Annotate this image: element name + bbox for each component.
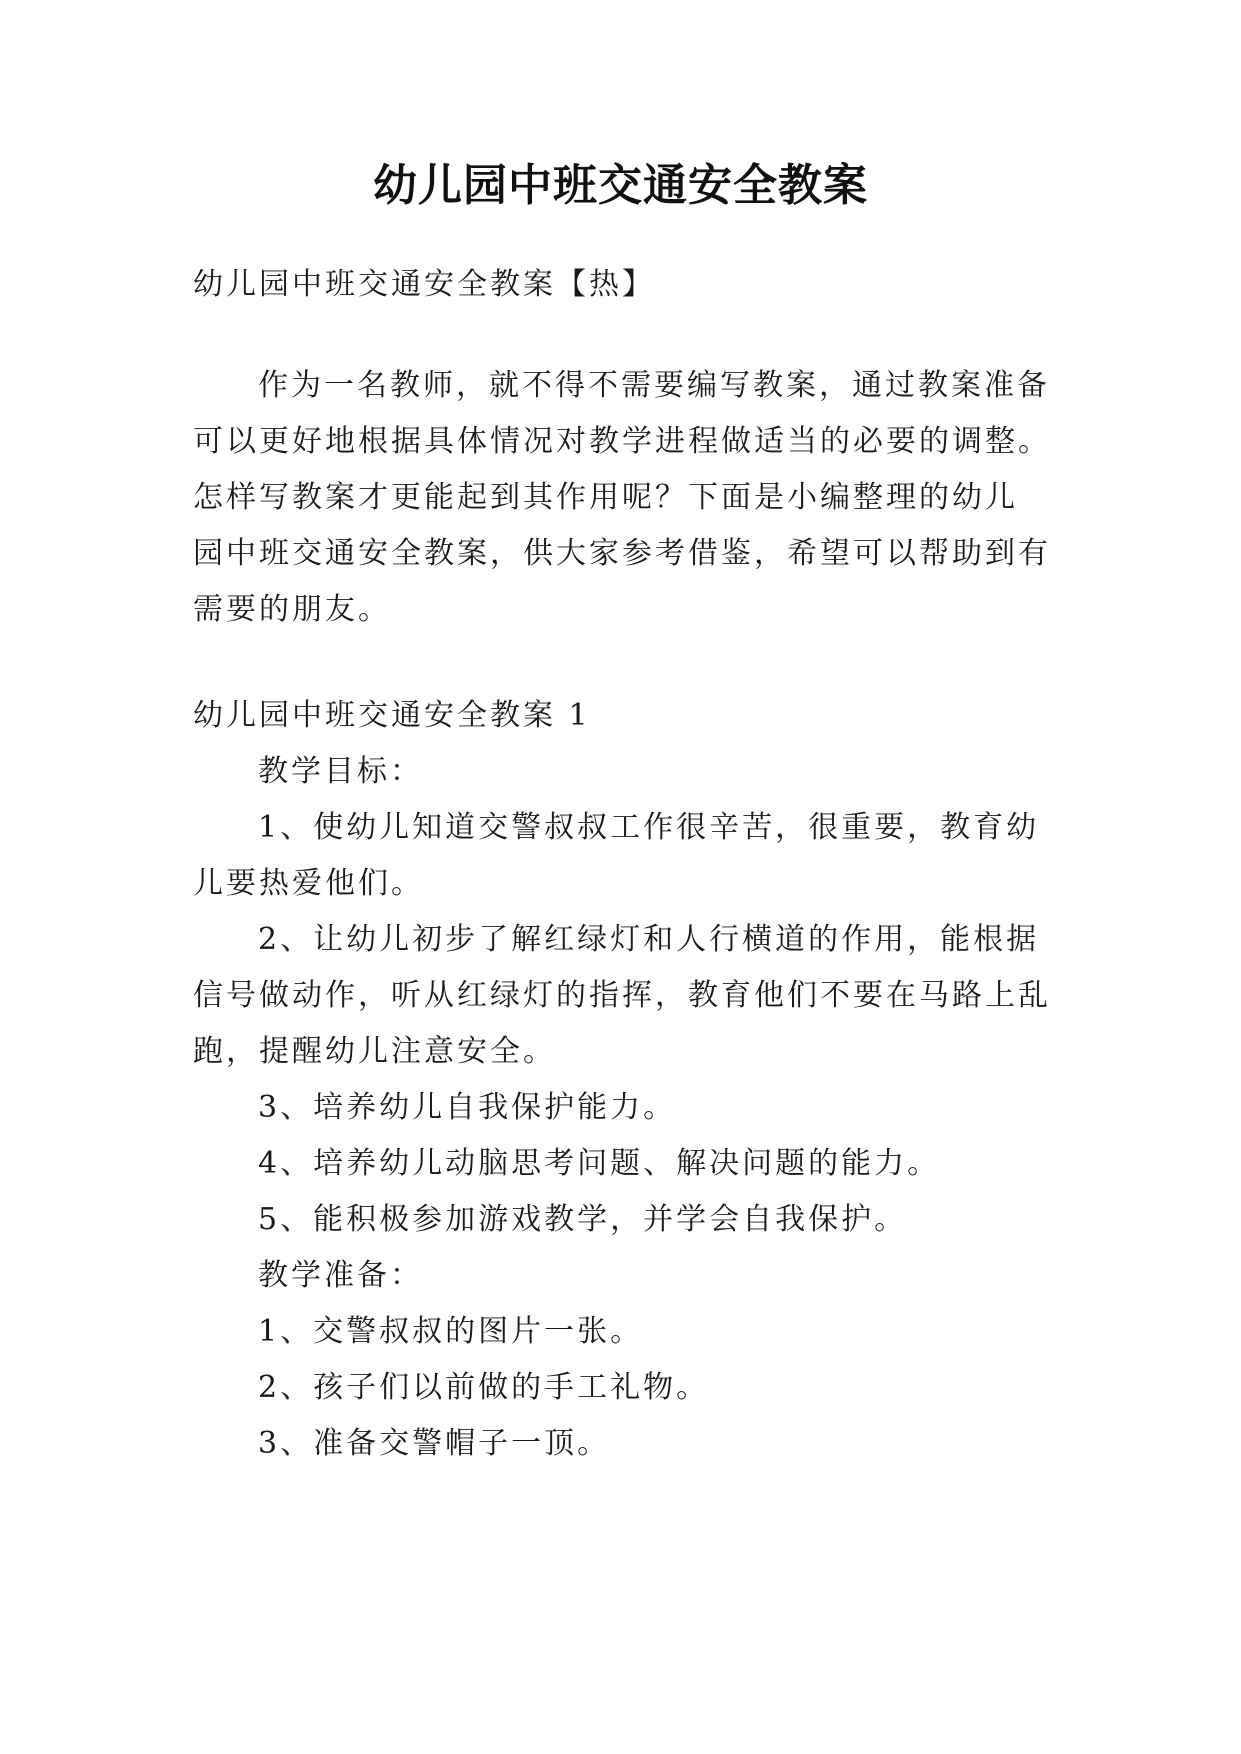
goal-line: 4、培养幼儿动脑思考问题、解决问题的能力。: [258, 1146, 941, 1181]
prep-line: 1、交警叔叔的图片一张。: [258, 1314, 644, 1349]
intro-line: 园中班交通安全教案，供大家参考借鉴，希望可以帮助到有: [193, 536, 1051, 571]
goals-heading: 教学目标：: [258, 754, 423, 789]
prep-line: 2、孩子们以前做的手工礼物。: [258, 1370, 710, 1405]
goal-line: 信号做动作，听从红绿灯的指挥，教育他们不要在马路上乱: [193, 978, 1051, 1013]
document-title: 幼儿园中班交通安全教案: [373, 160, 868, 211]
goal-line: 3、培养幼儿自我保护能力。: [258, 1090, 677, 1125]
intro-line: 可以更好地根据具体情况对教学进程做适当的必要的调整。: [193, 424, 1051, 459]
document-subtitle: 幼儿园中班交通安全教案【热】: [193, 267, 655, 302]
goal-line: 1、使幼儿知道交警叔叔工作很辛苦，很重要，教育幼: [258, 810, 1040, 845]
intro-line: 作为一名教师，就不得不需要编写教案，通过教案准备: [258, 368, 1050, 403]
goal-line: 跑，提醒幼儿注意安全。: [193, 1034, 556, 1069]
goal-line: 儿要热爱他们。: [193, 866, 424, 901]
prep-heading: 教学准备：: [258, 1258, 423, 1293]
intro-line: 需要的朋友。: [193, 592, 391, 627]
section-heading: 幼儿园中班交通安全教案 1: [193, 698, 591, 733]
goal-line: 2、让幼儿初步了解红绿灯和人行横道的作用，能根据: [258, 922, 1040, 957]
intro-line: 怎样写教案才更能起到其作用呢？下面是小编整理的幼儿: [193, 480, 1018, 515]
goal-line: 5、能积极参加游戏教学，并学会自我保护。: [258, 1202, 908, 1237]
prep-line: 3、准备交警帽子一顶。: [258, 1426, 611, 1461]
